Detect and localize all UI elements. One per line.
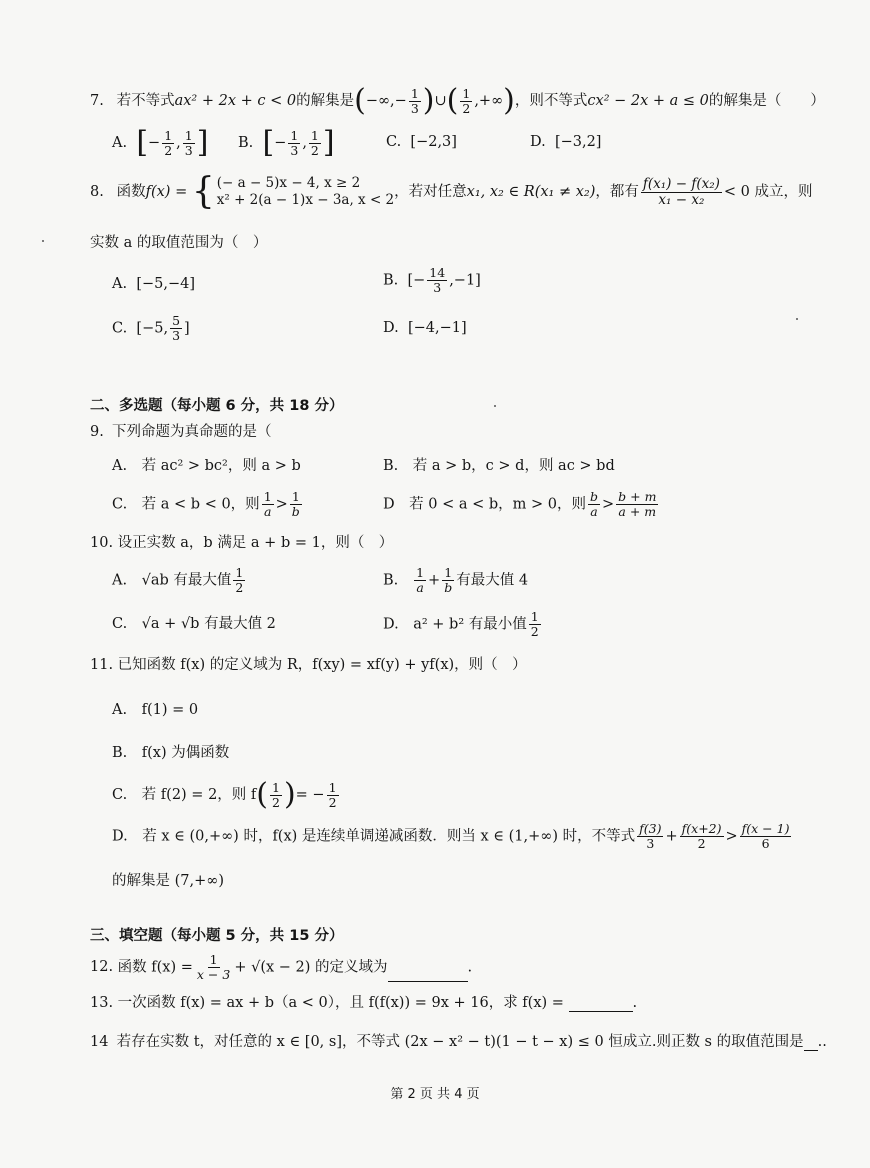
q10-option-a: A. √ab 有最大值 $\frac{1}{2}$ [112, 565, 244, 595]
question-text: 函数 [116, 184, 146, 200]
question-number: 8. [90, 184, 104, 200]
question-9 [90, 424, 272, 441]
q10-option-c: C. √a + √b 有最大值 2 [112, 616, 276, 632]
answer-blank[interactable] [804, 1050, 818, 1051]
question-number: 7. [90, 93, 104, 109]
inequality: cx² − 2x + a ≤ 0 [587, 93, 709, 109]
question-text: 的解集是（ ） [708, 93, 825, 109]
question-10 [90, 535, 393, 552]
q8-line-2: 实数 a 的取值范围为（ ） [90, 235, 268, 251]
q11-option-a: A. f(1) = 0 [112, 702, 199, 718]
page-footer: 第 2 页 共 4 页 [390, 1087, 480, 1102]
interval-text: ,+∞ [474, 93, 504, 109]
question-12: 12. 函数 f(x) = $\frac{1}{x - 3}$ + √(x − 2) 的定义域为 . [90, 952, 473, 982]
q11-option-b: B. f(x) 为偶函数 [112, 745, 230, 761]
question-text: ，若对任意 [394, 184, 467, 200]
question-text: ，都有 [595, 184, 639, 200]
q8-option-a: A. [−5,−4] [112, 276, 195, 292]
question-number: 12. [90, 959, 114, 976]
question-text: 若不等式 [116, 93, 175, 109]
answer-blank[interactable] [569, 1011, 633, 1012]
question-number: 11. [90, 657, 114, 673]
q11-option-d-line-2: 的解集是 (7,+∞) [112, 873, 224, 889]
piecewise-function: { (− a − 5)x − 4, x ≥ 2 x² + 2(a − 1)x − 3a, x < 2 [191, 171, 395, 212]
q9-option-d: D 若 0 < a < b，m > 0，则 $\frac{b}{a}$ > $\frac{b + m}{a + m}$ [383, 489, 657, 519]
question-text: < 0 成立，则 [723, 184, 813, 200]
q7-option-b: B. [− $\frac{1}{3}$ , $\frac{1}{2}$ ] [238, 125, 335, 160]
q9-option-a: A. 若 ac² > bc²，则 a > b [112, 458, 301, 474]
inequality: ax² + 2x + c < 0 [174, 93, 297, 109]
q8-option-c: C. [−5, $\frac{5}{3}$ ] [112, 313, 190, 343]
question-text: 的解集是 [296, 93, 355, 109]
question-14: 14 若存在实数 t，对任意的 x ∈ [0, s]，不等式 (2x − x² − t)(1 − t − x) ≤ 0 恒成立.则正数 s 的取值范围是 .. [90, 1034, 827, 1050]
question-number: 10. [90, 535, 114, 551]
condition: x₁, x₂ ∈ R(x₁ ≠ x₂) [466, 184, 596, 200]
q9-option-b: B. 若 a > b，c > d，则 ac > bd [383, 458, 615, 474]
question-number: 13. [90, 995, 114, 1011]
question-13: 13. 一次函数 f(x) = ax + b（a < 0），且 f(f(x)) = 9x + 16，求 f(x) = . [90, 995, 638, 1011]
q11-option-d: D. 若 x ∈ (0,+∞) 时，f(x) 是连续单调递减函数．则当 x ∈ (1,+∞) 时，不等式 $\frac{f(3)}{3}$ + $\frac{f(x+2)}{2}$ > $\frac{f(x - 1)}{6}$ [112, 821, 790, 851]
q10-option-d: D. a² + b² 有最小值 $\frac{1}{2}$ [383, 609, 539, 639]
q8-option-b: B. [− $\frac{14}{3}$ ,−1] [383, 265, 481, 295]
fraction: $\frac{\text{f(x₁) − f(x₂)}}{\text{x₁ − x₂}}$ [642, 175, 720, 208]
answer-blank[interactable] [388, 981, 468, 982]
function-name: f(x) = [145, 184, 188, 200]
question-7: 7. 若不等式ax² + 2x + c < 0的解集是(−∞,− $\frac{1}{3}$ )∪( $\frac{1}{2}$ ,+∞)，则不等式cx² − 2x + a ≤ 0的解集是（ ） [90, 83, 825, 118]
q9-option-c: C. 若 a < b < 0，则 $\frac{1}{a}$ > $\frac{1}{b}$ [112, 489, 300, 519]
q7-option-d: D. [−3,2] [530, 134, 602, 150]
scan-speck [796, 318, 798, 320]
question-8 [90, 171, 813, 212]
q7-option-a: A. [− $\frac{1}{2}$ , $\frac{1}{3}$ ] [112, 125, 209, 160]
question-text: 已知函数 f(x) 的定义域为 R，f(xy) = xf(y) + yf(x)，则（ ） [117, 657, 527, 673]
question-number: 14 [90, 1034, 109, 1050]
q7-option-c: C. [−2,3] [386, 134, 457, 150]
question-text: ，则不等式 [514, 93, 588, 109]
scan-speck [494, 405, 496, 407]
q11-option-c: C. 若 f(2) = 2，则 f( $\frac{1}{2}$ )= − $\frac{1}{2}$ [112, 777, 337, 812]
fraction: $\frac{1}{3}$ [410, 85, 419, 116]
question-11 [90, 657, 527, 674]
section-heading: 二、多选题（每小题 6 分，共 18 分） [90, 398, 344, 414]
question-text: 设正实数 a，b 满足 a + b = 1，则（ ） [117, 535, 394, 551]
interval-text: −∞,− [365, 93, 407, 109]
q8-option-d: D. [−4,−1] [383, 320, 467, 336]
fraction: $\frac{1}{2}$ [462, 85, 471, 116]
q10-option-b: B. $\frac{1}{a}$ + $\frac{1}{b}$ 有最大值 4 [383, 565, 529, 595]
section-heading: 三、填空题（每小题 5 分，共 15 分） [90, 928, 344, 944]
question-text: 下列命题为真命题的是（ [112, 424, 272, 440]
union-symbol: ∪ [434, 93, 447, 109]
question-number: 9. [90, 424, 104, 440]
scan-speck [42, 240, 44, 242]
